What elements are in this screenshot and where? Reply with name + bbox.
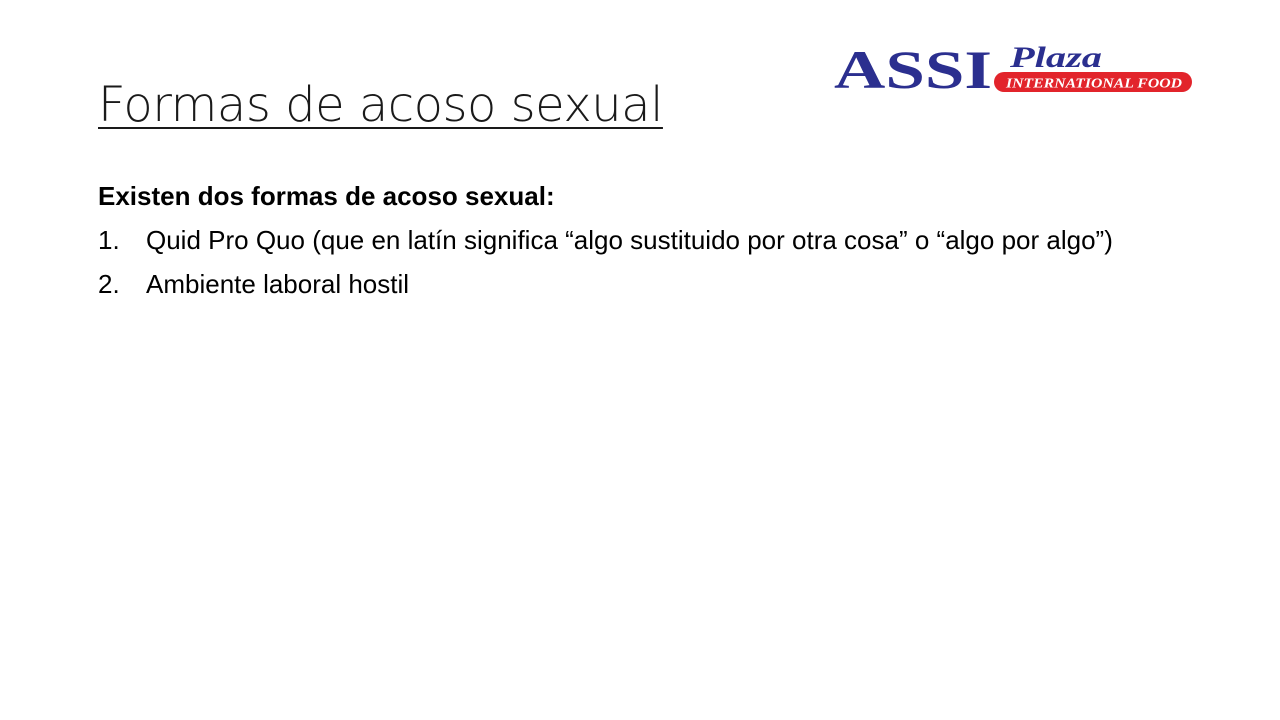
slide-body: [98, 180, 1188, 312]
list-item: [98, 224, 1188, 256]
logo-script-text: Plaza: [1008, 41, 1102, 74]
logo-graphic: [834, 40, 1196, 96]
logo-banner-text: INTERNATIONAL FOOD: [1004, 76, 1182, 92]
intro-text: Existen dos formas de acoso sexual:: [98, 181, 555, 211]
slide-title: Formas de acoso sexual: [98, 77, 663, 133]
logo-brand-text: ASSI: [834, 40, 992, 96]
assi-plaza-logo: [834, 40, 1196, 96]
list-item-number: 1.: [98, 225, 120, 255]
forms-list: [98, 224, 1188, 300]
list-item-number: 2.: [98, 269, 120, 299]
list-item-text: Quid Pro Quo (que en latín significa “algo sustituido por otra cosa” o “algo por algo”): [146, 225, 1113, 255]
list-item: [98, 268, 1188, 300]
list-item-text: Ambiente laboral hostil: [146, 269, 410, 299]
